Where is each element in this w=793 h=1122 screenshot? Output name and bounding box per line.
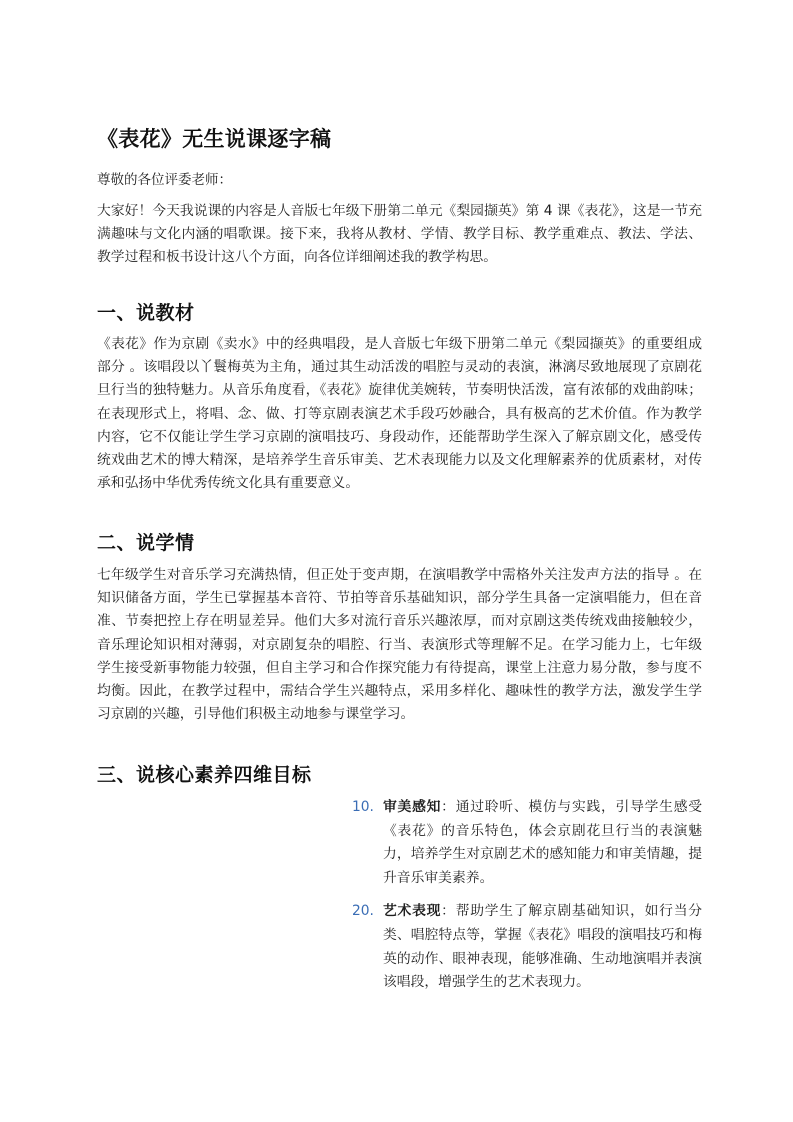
list-item-separator: ： (441, 799, 456, 815)
list-item-term: 艺术表现 (383, 903, 442, 920)
section-body-textbook: 《表花》作为京剧《卖水》中的经典唱段，是人音版七年级下册第二单元《梨园撷英》的重要组成部分 。该唱段以丫鬟梅英为主角，通过其生动活泼的唱腔与灵动的表演，淋漓尽致地展现了京剧花旦行当的独特魅力。从音乐角度看，《表花》旋律优美婉转，节奏明快活泼，富有浓郁的戏曲韵味；在表现形式上，将唱、念、做、打等京剧表演艺术手段巧妙融合，具有极高的艺术价值。作为教学内容，它不仅能让学生学习京剧的演唱技巧、身段动作，还能帮助学生深入了解京剧文化，感受传统戏曲艺术的博大精深，是培养学生音乐审美、艺术表现能力以及文化理解素养的优质素材，对传承和弘扬中华优秀传统文化具有重要意义。 (97, 336, 702, 492)
greeting: 尊敬的各位评委老师： (97, 172, 232, 188)
list-item-term: 审美感知 (383, 799, 442, 815)
list-item-number: 10. (352, 799, 374, 815)
section-body-students: 七年级学生对音乐学习充满热情，但正处于变声期，在演唱教学中需格外关注发声方法的指导 。在知识储备方面，学生已掌握基本音符、节拍等音乐基础知识，部分学生具备一定演唱能力，但在音准、节奏把控上存在明显差异。他们大多对流行音乐兴趣浓厚，而对京剧这类传统戏曲接触较少，音乐理论知识相对薄弱，对京剧复杂的唱腔、行当、表演形式等理解不足。在学习能力上，七年级学生接受新事物能力较强，但自主学习和合作探究能力有待提高，课堂上注意力易分散，参与度不均衡。因此，在教学过程中，需结合学生兴趣特点，采用多样化、趣味性的教学方法，激发学生学习京剧的兴趣，引导他们积极主动地参与课堂学习。 (97, 567, 702, 723)
section-heading-textbook: 一、说教材 (97, 302, 195, 324)
list-item (352, 796, 702, 890)
section-heading-students: 二、说学情 (97, 532, 195, 554)
list-item (352, 900, 702, 994)
list-item-number: 20. (352, 903, 374, 920)
section-heading-objectives: 三、说核心素养四维目标 (97, 764, 312, 786)
list-item-separator: ： (441, 903, 456, 920)
list-item-text: 通过聆听、模仿与实践，引导学生感受《表花》的音乐特色，体会京剧花旦行当的表演魅力，培养学生对京剧艺术的感知能力和审美情趣，提升音乐审美素养。 (383, 799, 703, 886)
objectives-list (352, 796, 702, 995)
intro-paragraph: 大家好！今天我说课的内容是人音版七年级下册第二单元《梨园撷英》第 4 课《表花》，这是一节充满趣味与文化内涵的唱歌课。接下来，我将从教材、学情、教学目标、教学重难点、教法、学法、教学过程和板书设计这八个方面，向各位详细阐述我的教学构思。 (97, 203, 702, 266)
document-title: 《表花》无生说课逐字稿 (97, 127, 332, 151)
list-item-text: 帮助学生了解京剧基础知识，如行当分类、唱腔特点等，掌握《表花》唱段的演唱技巧和梅英的动作、眼神表现，能够准确、生动地演唱并表演该唱段，增强学生的艺术表现力。 (383, 903, 703, 991)
